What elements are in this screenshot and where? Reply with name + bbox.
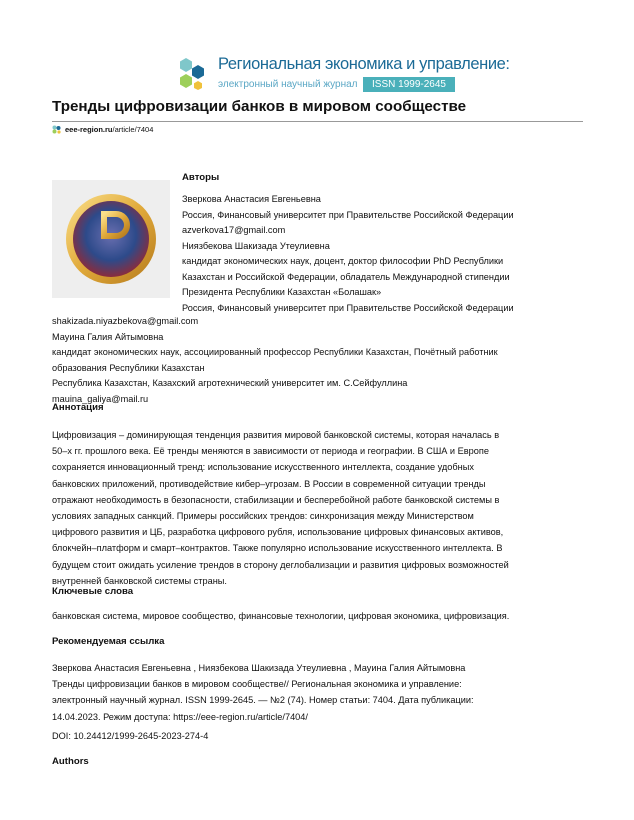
source-path: /article/7404 xyxy=(112,125,154,134)
citation-text xyxy=(52,660,582,725)
author-line: кандидат экономических наук, ассоциированный профессор Республики Казахстан, Почётный работник xyxy=(52,347,498,357)
abstract-heading: Аннотация xyxy=(52,402,104,413)
abstract-text xyxy=(52,427,582,589)
abstract-line: сохраняется инновационный тренд: использование искусственного интеллекта, создание удобных xyxy=(52,462,474,473)
abstract-line: банковских приложений, противодействие кибер–угрозам. В России в современной ситуации тренды xyxy=(52,478,486,489)
author-line: Мауина Галия Айтымовна xyxy=(52,331,164,342)
author-line: Россия, Финансовый университет при Правительстве Российской Федерации xyxy=(182,302,514,313)
citation-heading: Рекомендуемая ссылка xyxy=(52,636,165,647)
source-link[interactable] xyxy=(52,125,153,134)
keywords-heading: Ключевые слова xyxy=(52,586,134,597)
journal-header xyxy=(178,55,510,95)
abstract-line: 50–х гг. прошлого века. Её тренды меняются в зависимости от периода и географии. В США и Европе xyxy=(52,446,489,457)
citation-line: Тренды цифровизации банков в мировом сообществе// Региональная экономика и управление: xyxy=(52,679,462,690)
author-line: Ниязбекова Шакизада Утеулиевна xyxy=(182,240,330,251)
authors-en-heading: Authors xyxy=(52,756,89,767)
citation-line: электронный научный журнал. ISSN 1999-2645. — №2 (74). Номер статьи: 7404. Дата публикации: xyxy=(52,695,474,706)
journal-title: Региональная экономика и управление: xyxy=(218,55,510,73)
author-line: Республика Казахстан, Казахский агротехнический университет им. С.Сейфуллина xyxy=(52,378,408,388)
ruble-coin-icon xyxy=(52,180,170,298)
author-line: образования Республики Казахстан xyxy=(52,362,205,373)
author-email[interactable]: shakizada.niyazbekova@gmail.com xyxy=(52,316,199,326)
journal-subtitle: электронный научный журнал xyxy=(218,79,358,90)
citation-line: Зверкова Анастасия Евгеньевна , Ниязбекова Шакизада Утеулиевна , Мауина Галия Айтымовна xyxy=(52,663,466,673)
keywords-text: банковская система, мировое сообщество, финансовые технологии, цифровая экономика, цифровизация. xyxy=(52,611,510,621)
journal-logo-icon xyxy=(178,57,208,91)
abstract-line: Цифровизация – доминирующая тенденция развития мировой банковской системы, которая началась в xyxy=(52,430,500,440)
author-line: Россия, Финансовый университет при Правительстве Российской Федерации xyxy=(182,209,514,220)
abstract-line: внутренней банковской системы страны. xyxy=(52,575,227,586)
author-line: кандидат экономических наук, доцент, доктор философии PhD Республики xyxy=(182,256,504,266)
site-favicon-icon xyxy=(52,125,62,134)
citation-line: 14.04.2023. Режим доступа: https://eee-region.ru/article/7404/ xyxy=(52,711,308,722)
author-email[interactable]: azverkova17@gmail.com xyxy=(182,225,286,235)
abstract-line: условиях западных санкций. Примеры российских трендов: синхронизация между Министерством xyxy=(52,511,474,522)
author-line: Казахстан и Российской Федерации, обладатель Международной стипендии xyxy=(182,271,510,282)
title-divider xyxy=(52,121,583,122)
source-domain: eee-region.ru xyxy=(65,125,113,134)
abstract-line: будущем стоит ожидать усиление трендов в сторону деглобализации и развития цифровых возможностей xyxy=(52,559,509,570)
article-image xyxy=(52,180,170,298)
author-email[interactable]: mauina_galiya@mail.ru xyxy=(52,393,149,404)
author-line: Президента Республики Казахстан «Болашак» xyxy=(182,287,382,297)
abstract-line: блокчейн–платформ и смарт–контрактов. Также популярно использование искусственного интеллекта. В xyxy=(52,543,503,554)
journal-issn-badge: ISSN 1999-2645 xyxy=(363,77,455,92)
abstract-line: отражают необходимость в безопасности, стабилизации и бесперебойной работе банковской системы в xyxy=(52,494,500,505)
doi-text[interactable]: DOI: 10.24412/1999-2645-2023-274-4 xyxy=(52,731,209,741)
article-title: Тренды цифровизации банков в мировом сообществе xyxy=(52,98,467,115)
authors-heading: Авторы xyxy=(182,172,220,183)
abstract-line: цифрового развития и ЦБ, разработка цифрового рубля, использование цифровых финансовых активов, xyxy=(52,527,504,538)
author-line: Зверкова Анастасия Евгеньевна xyxy=(182,194,321,204)
